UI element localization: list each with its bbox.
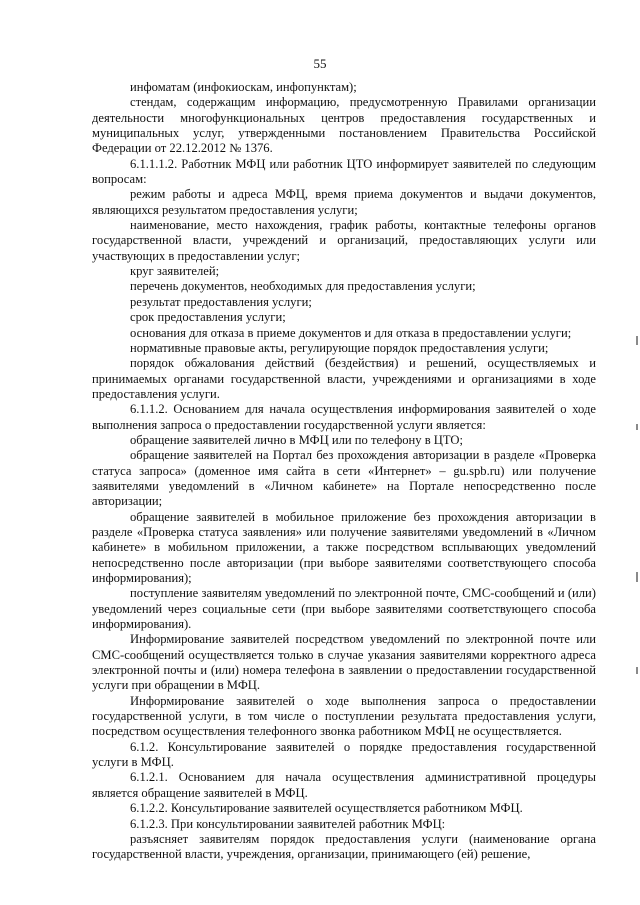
paragraph: перечень документов, необходимых для предоставления услуги; [130, 279, 476, 294]
scan-edge-mark [636, 572, 638, 582]
paragraph: порядок обжалования действий (бездействия) и решений, осуществляемых и принимаемых органами государственной власти, учреждениями и организациями в ходе предоставления услуги. [92, 356, 596, 401]
document-body [92, 80, 596, 863]
paragraph: нормативные правовые акты, регулирующие порядок предоставления услуги; [130, 340, 549, 355]
paragraph: 6.1.2.2. Консультирование заявителей осуществляется работником МФЦ. [130, 801, 523, 816]
paragraph: основания для отказа в приеме документов и для отказа в предоставлении услуги; [130, 325, 572, 340]
scan-edge-mark [636, 424, 638, 430]
paragraph: 6.1.1.2. Основанием для начала осуществления информирования заявителей о ходе выполнения запроса о предоставлении государственной услуги является: [92, 402, 596, 432]
paragraph: 6.1.2. Консультирование заявителей о порядке предоставления государственной услуги в МФЦ. [92, 739, 596, 770]
paragraph: срок предоставления услуги; [130, 310, 286, 325]
scan-edge-mark [636, 667, 638, 674]
scan-edge-mark [636, 336, 638, 345]
paragraph: 6.1.1.1.2. Работник МФЦ или работник ЦТО информирует заявителей по следующим вопросам: [92, 156, 596, 187]
paragraph: обращение заявителей в мобильное приложение без прохождения авторизации в разделе «Проверка статуса заявления» или получение заявителями уведомлений в «Личном кабинете» в мобильном приложении, а также посредством всплывающих уведомлений непосредственно после авторизации (при выборе заявителями соответствующего способа информирования); [92, 509, 596, 585]
paragraph: Информирование заявителей посредством уведомлений по электронной почте или СМС-сообщений осуществляется только в случае указания заявителями корректного адреса электронной почты и (или) номера телефона в заявлении о предоставлении государственной услуги при обращении в МФЦ. [92, 632, 596, 693]
paragraph: 6.1.2.3. При консультировании заявителей работник МФЦ: [130, 816, 446, 831]
paragraph: режим работы и адреса МФЦ, время приема документов и выдачи документов, являющихся результатом предоставления услуги; [92, 187, 596, 217]
paragraph: инфоматам (инфокиоскам, инфопунктам); [130, 80, 357, 94]
paragraph: круг заявителей; [130, 264, 220, 279]
paragraph: наименование, место нахождения, график работы, контактные телефоны органов государственной власти, учреждений и организаций, предоставляющих услуги или участвующих в предоставлении услуг; [92, 218, 596, 263]
paragraph: поступление заявителям уведомлений по электронной почте, СМС-сообщений и (или) уведомлений через социальные сети (при выборе заявителями соответствующего способа информирования). [92, 586, 596, 632]
paragraph: 6.1.2.1. Основанием для начала осуществления административной процедуры является обращение заявителей в МФЦ. [92, 770, 596, 800]
paragraph: разъясняет заявителям порядок предоставления услуги (наименование органа государственной власти, учреждения, организации, принимающего (ей) решение, [92, 831, 596, 862]
paragraph: обращение заявителей лично в МФЦ или по телефону в ЦТО; [130, 432, 464, 447]
paragraph: Информирование заявителей о ходе выполнения запроса о предоставлении государственной услуги, в том числе о поступлении результата предоставления услуги, посредством осуществления телефонного звонка работником МФЦ не осуществляется. [92, 693, 596, 739]
page-number: 55 [313, 56, 327, 71]
paragraph: стендам, содержащим информацию, предусмотренную Правилами организации деятельности многофункциональных центров предоставления государственных и муниципальных услуг, утвержденными постановлением Правительства Российской Федерации от 22.12.2012 № 1376. [92, 95, 596, 156]
paragraph: результат предоставления услуги; [130, 294, 312, 309]
paragraph: обращение заявителей на Портал без прохождения авторизации в разделе «Проверка статуса запроса» (доменное имя сайта в сети «Интернет» – gu.spb.ru) или получение заявителями уведомлений в «Личном кабинете» на Портале непосредственно после авторизации; [92, 448, 596, 509]
